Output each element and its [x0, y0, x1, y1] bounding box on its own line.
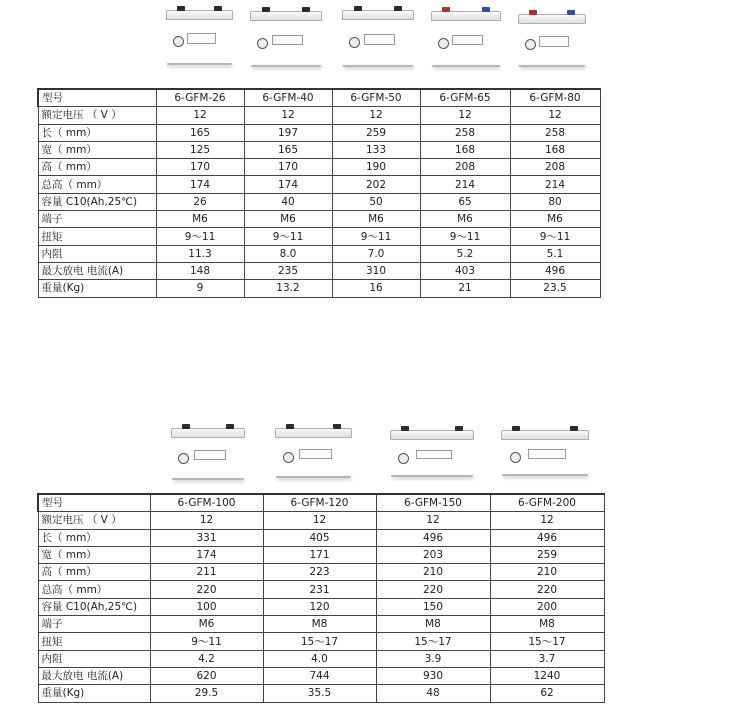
table-cell: 174 [156, 176, 244, 193]
battery-image-6-gfm-120 [276, 428, 351, 478]
table-cell: 210 [376, 564, 490, 581]
table-cell: 4.2 [150, 650, 263, 667]
table-cell: 40 [244, 193, 332, 210]
table-cell: 331 [150, 529, 263, 546]
table-cell: M6 [244, 211, 332, 228]
row-label: 总高（ mm） [38, 176, 156, 193]
table-cell: 202 [332, 176, 420, 193]
table-cell: 405 [263, 529, 376, 546]
table-row [38, 211, 600, 228]
table-cell: 220 [376, 581, 490, 598]
battery-image-6-gfm-65 [432, 11, 500, 67]
model-header: 6-GFM-26 [156, 89, 244, 107]
table-row [38, 176, 600, 193]
model-header: 6-GFM-200 [490, 494, 604, 512]
table-cell: 12 [376, 512, 490, 529]
table-cell: 9～11 [332, 228, 420, 245]
table-cell: 170 [156, 159, 244, 176]
table-cell: 171 [263, 546, 376, 563]
table-cell: 26 [156, 193, 244, 210]
table-cell: 125 [156, 141, 244, 158]
table-row [38, 616, 604, 633]
table-cell: 223 [263, 564, 376, 581]
row-label: 长（ mm） [38, 529, 150, 546]
table-cell: 3.9 [376, 650, 490, 667]
spec-table-1 [37, 88, 601, 298]
row-label: 端子 [38, 616, 150, 633]
table-row [38, 262, 600, 279]
table-cell: 29.5 [150, 685, 263, 702]
row-label: 高（ mm） [38, 159, 156, 176]
table-cell: 174 [150, 546, 263, 563]
table-cell: 12 [263, 512, 376, 529]
table-cell: 259 [490, 546, 604, 563]
table-cell: 5.1 [510, 245, 600, 262]
battery-image-6-gfm-80 [519, 14, 585, 67]
table-row [38, 564, 604, 581]
table-cell: 7.0 [332, 245, 420, 262]
table-cell: 259 [332, 124, 420, 141]
model-header: 6-GFM-50 [332, 89, 420, 107]
table-row [38, 598, 604, 615]
row-label: 端子 [38, 211, 156, 228]
table-cell: M6 [332, 211, 420, 228]
table-cell: 4.0 [263, 650, 376, 667]
table-cell: 200 [490, 598, 604, 615]
table-cell: M8 [490, 616, 604, 633]
table-cell: 12 [150, 512, 263, 529]
table-cell: 12 [332, 107, 420, 124]
table-cell: 168 [420, 141, 510, 158]
battery-image-6-gfm-200 [502, 430, 588, 476]
row-label: 额定电压 （ V ） [38, 512, 150, 529]
table-cell: 197 [244, 124, 332, 141]
table-cell: 50 [332, 193, 420, 210]
table-cell: 23.5 [510, 280, 600, 297]
row-label: 最大放电 电流(A) [38, 667, 150, 684]
table-cell: 744 [263, 667, 376, 684]
row-label: 额定电压 （ V ） [38, 107, 156, 124]
row-label: 最大放电 电流(A) [38, 262, 156, 279]
model-header: 6-GFM-100 [150, 494, 263, 512]
table-cell: M8 [376, 616, 490, 633]
table-cell: M8 [263, 616, 376, 633]
table-cell: 496 [490, 529, 604, 546]
table-cell: 208 [420, 159, 510, 176]
table-cell: 9～11 [156, 228, 244, 245]
table-row [38, 245, 600, 262]
table-cell: 12 [510, 107, 600, 124]
table-cell: 258 [510, 124, 600, 141]
spec-table-2 [37, 493, 605, 703]
table-row [38, 512, 604, 529]
table-cell: 496 [376, 529, 490, 546]
table-cell: 12 [490, 512, 604, 529]
table-cell: 214 [420, 176, 510, 193]
table-cell: 11.3 [156, 245, 244, 262]
table-cell: 210 [490, 564, 604, 581]
table-cell: 12 [244, 107, 332, 124]
table-row [38, 228, 600, 245]
header-label: 型号 [38, 494, 150, 512]
table-cell: 235 [244, 262, 332, 279]
table-header-row [38, 89, 600, 107]
table-row [38, 141, 600, 158]
battery-photos-row-2 [0, 415, 750, 485]
table-row [38, 529, 604, 546]
table-cell: 100 [150, 598, 263, 615]
table-row [38, 280, 600, 297]
table-cell: 214 [510, 176, 600, 193]
row-label: 内阻 [38, 650, 150, 667]
battery-image-6-gfm-150 [391, 430, 473, 477]
table-row [38, 581, 604, 598]
table-header-row [38, 494, 604, 512]
table-cell: M6 [510, 211, 600, 228]
row-label: 重量(Kg) [38, 280, 156, 297]
table-row [38, 193, 600, 210]
table-cell: 15～17 [263, 633, 376, 650]
row-label: 总高（ mm） [38, 581, 150, 598]
table-cell: 9～11 [510, 228, 600, 245]
table-row [38, 546, 604, 563]
table-cell: 120 [263, 598, 376, 615]
table-cell: 190 [332, 159, 420, 176]
table-cell: 403 [420, 262, 510, 279]
battery-photos-row-1 [0, 0, 750, 70]
row-label: 容量 C10(Ah,25℃) [38, 598, 150, 615]
table-cell: 65 [420, 193, 510, 210]
table-cell: 15～17 [376, 633, 490, 650]
table-cell: 5.2 [420, 245, 510, 262]
row-label: 容量 C10(Ah,25℃) [38, 193, 156, 210]
table-cell: 165 [156, 124, 244, 141]
table-cell: 12 [156, 107, 244, 124]
table-cell: M6 [150, 616, 263, 633]
row-label: 内阻 [38, 245, 156, 262]
battery-image-6-gfm-40 [251, 11, 321, 67]
table-cell: 133 [332, 141, 420, 158]
table-cell: 231 [263, 581, 376, 598]
table-cell: 165 [244, 141, 332, 158]
table-cell: 310 [332, 262, 420, 279]
table-cell: 21 [420, 280, 510, 297]
table-cell: 35.5 [263, 685, 376, 702]
table-cell: 220 [150, 581, 263, 598]
row-label: 宽（ mm） [38, 546, 150, 563]
table-cell: 208 [510, 159, 600, 176]
table-cell: 211 [150, 564, 263, 581]
model-header: 6-GFM-65 [420, 89, 510, 107]
table-cell: 80 [510, 193, 600, 210]
table-cell: 12 [420, 107, 510, 124]
table-row [38, 650, 604, 667]
table-cell: M6 [420, 211, 510, 228]
table-cell: 930 [376, 667, 490, 684]
model-header: 6-GFM-120 [263, 494, 376, 512]
table-row [38, 667, 604, 684]
table-row [38, 159, 600, 176]
table-row [38, 685, 604, 702]
table-cell: 48 [376, 685, 490, 702]
table-cell: 496 [510, 262, 600, 279]
table-cell: 258 [420, 124, 510, 141]
table-cell: 203 [376, 546, 490, 563]
table-row [38, 124, 600, 141]
table-cell: M6 [156, 211, 244, 228]
model-header: 6-GFM-80 [510, 89, 600, 107]
battery-image-6-gfm-26 [167, 10, 232, 65]
model-header: 6-GFM-150 [376, 494, 490, 512]
table-cell: 9～11 [150, 633, 263, 650]
row-label: 高（ mm） [38, 564, 150, 581]
table-cell: 220 [490, 581, 604, 598]
row-label: 长（ mm） [38, 124, 156, 141]
table-cell: 620 [150, 667, 263, 684]
table-cell: 9～11 [420, 228, 510, 245]
table-cell: 15～17 [490, 633, 604, 650]
table-cell: 170 [244, 159, 332, 176]
table-cell: 148 [156, 262, 244, 279]
table-cell: 1240 [490, 667, 604, 684]
table-cell: 174 [244, 176, 332, 193]
model-header: 6-GFM-40 [244, 89, 332, 107]
battery-image-6-gfm-50 [343, 10, 413, 67]
table-cell: 13.2 [244, 280, 332, 297]
table-row [38, 107, 600, 124]
row-label: 扭矩 [38, 633, 150, 650]
header-label: 型号 [38, 89, 156, 107]
table-cell: 8.0 [244, 245, 332, 262]
table-row [38, 633, 604, 650]
row-label: 重量(Kg) [38, 685, 150, 702]
table-cell: 150 [376, 598, 490, 615]
row-label: 宽（ mm） [38, 141, 156, 158]
table-cell: 3.7 [490, 650, 604, 667]
table-cell: 62 [490, 685, 604, 702]
row-label: 扭矩 [38, 228, 156, 245]
table-cell: 9 [156, 280, 244, 297]
table-cell: 16 [332, 280, 420, 297]
battery-image-6-gfm-100 [172, 428, 244, 480]
table-cell: 168 [510, 141, 600, 158]
table-cell: 9～11 [244, 228, 332, 245]
